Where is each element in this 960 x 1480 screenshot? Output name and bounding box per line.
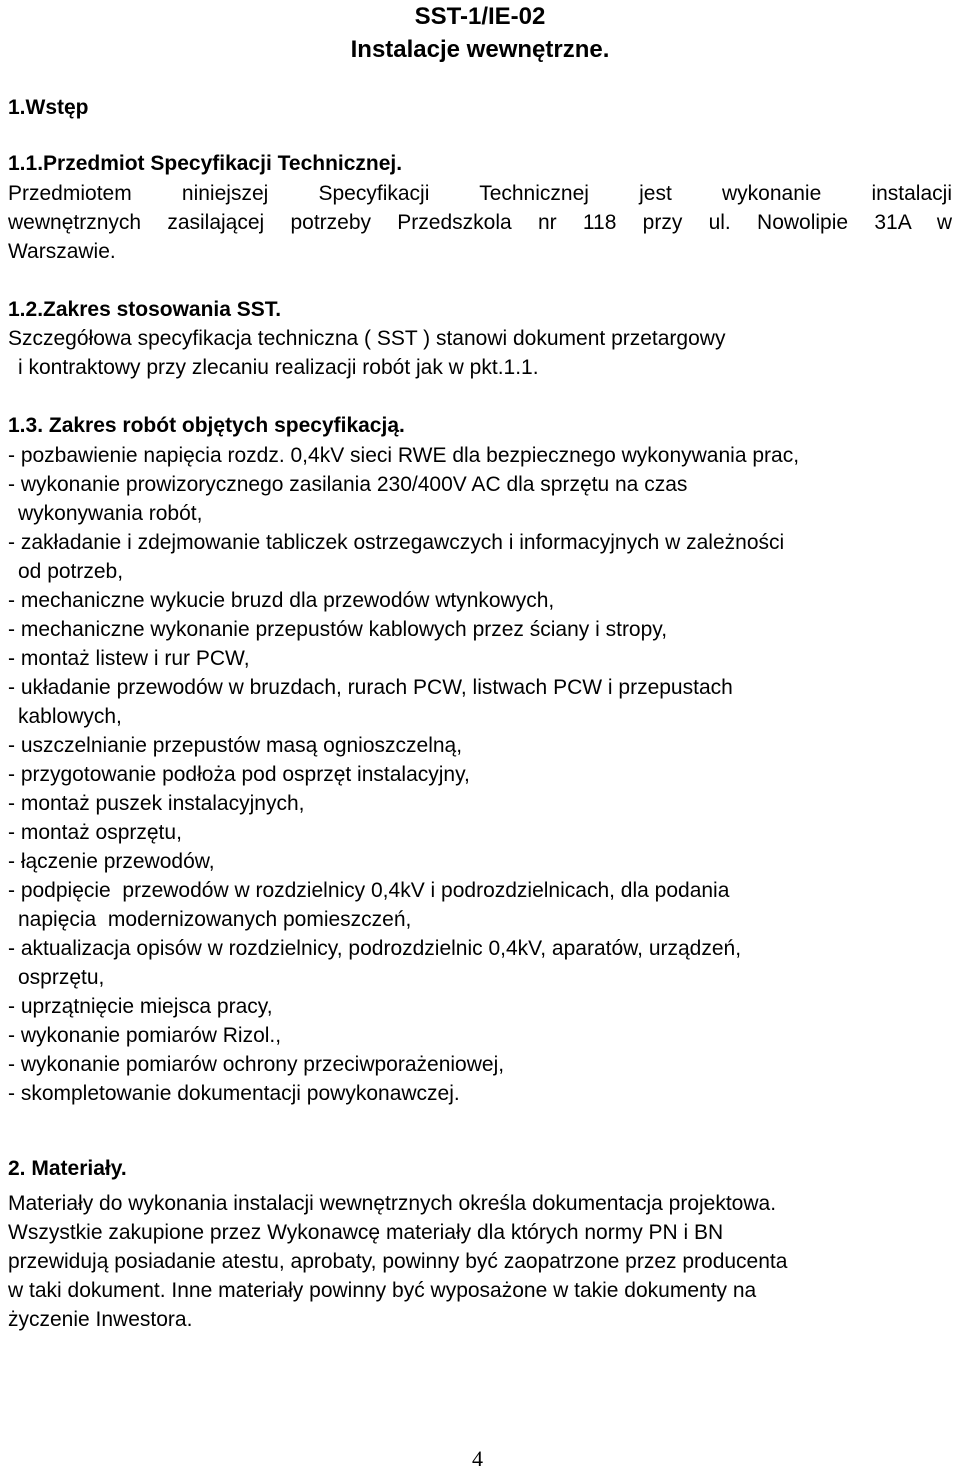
page-number: 4: [472, 1446, 483, 1471]
scope-list-item: - mechaniczne wykonanie przepustów kablowych przez ściany i stropy,: [8, 618, 668, 641]
scope-list-item: - uprzątnięcie miejsca pracy,: [8, 995, 273, 1018]
section-1-1-line: wewnętrznych zasilającej potrzeby Przedszkola nr 118 przy ul. Nowolipie 31A w: [8, 211, 952, 234]
materials-line: Wszystkie zakupione przez Wykonawcę materiały dla których normy PN i BN: [8, 1221, 724, 1244]
document-title: SST-1/IE-02: [414, 3, 546, 30]
scope-list-item: - wykonanie prowizorycznego zasilania 230/400V AC dla sprzętu na czas: [8, 473, 688, 496]
materials-line: przewidują posiadanie atestu, aprobaty, powinny być zaopatrzone przez producenta: [8, 1250, 788, 1273]
materials-line: Materiały do wykonania instalacji wewnętrznych określa dokumentacja projektowa.: [8, 1192, 777, 1215]
scope-list-item: - układanie przewodów w bruzdach, rurach PCW, listwach PCW i przepustach: [8, 676, 733, 699]
scope-list-item: - skompletowanie dokumentacji powykonawczej.: [8, 1082, 460, 1105]
section-1-3-heading: 1.3. Zakres robót objętych specyfikacją.: [8, 414, 405, 437]
scope-list-item: - montaż puszek instalacyjnych,: [8, 792, 305, 815]
scope-list-item: - wykonanie pomiarów Rizol.,: [8, 1024, 282, 1047]
scope-list-item: napięcia modernizowanych pomieszczeń,: [18, 908, 412, 931]
section-1-2-line: i kontraktowy przy zlecaniu realizacji robót jak w pkt.1.1.: [18, 356, 539, 379]
document-subtitle: Instalacje wewnętrzne.: [350, 36, 610, 63]
section-1-1-line: Warszawie.: [8, 240, 116, 263]
scope-list-item: wykonywania robót,: [18, 502, 203, 525]
scope-list-item: - łączenie przewodów,: [8, 850, 215, 873]
scope-list-item: - aktualizacja opisów w rozdzielnicy, podrozdzielnic 0,4kV, aparatów, urządzeń,: [8, 937, 742, 960]
scope-list-item: - mechaniczne wykucie bruzd dla przewodów wtynkowych,: [8, 589, 555, 612]
scope-list-item: - wykonanie pomiarów ochrony przeciwporażeniowej,: [8, 1053, 505, 1076]
scope-list-item: - podpięcie przewodów w rozdzielnicy 0,4kV i podrozdzielnicach, dla podania: [8, 879, 730, 902]
section-1-2-heading: 1.2.Zakres stosowania SST.: [8, 298, 282, 321]
section-1-1-heading: 1.1.Przedmiot Specyfikacji Technicznej.: [8, 152, 403, 175]
scope-list-item: - przygotowanie podłoża pod osprzęt instalacyjny,: [8, 763, 470, 786]
materials-line: życzenie Inwestora.: [8, 1308, 193, 1331]
scope-list-item: - montaż osprzętu,: [8, 821, 182, 844]
section-1-1-line: Przedmiotem niniejszej Specyfikacji Technicznej jest wykonanie instalacji: [8, 182, 952, 205]
scope-list-item: od potrzeb,: [18, 560, 124, 583]
scope-list-item: - pozbawienie napięcia rozdz. 0,4kV sieci RWE dla bezpiecznego wykonywania prac,: [8, 444, 800, 467]
section-2-heading: 2. Materiały.: [8, 1157, 127, 1180]
scope-list-item: - zakładanie i zdejmowanie tabliczek ostrzegawczych i informacyjnych w zależności: [8, 531, 785, 554]
section-1-2-line: Szczegółowa specyfikacja techniczna ( SST ) stanowi dokument przetargowy: [8, 327, 726, 350]
section-1-heading: 1.Wstęp: [8, 96, 89, 119]
scope-list-item: - montaż listew i rur PCW,: [8, 647, 250, 670]
scope-list-item: osprzętu,: [18, 966, 105, 989]
materials-line: w taki dokument. Inne materiały powinny być wyposażone w takie dokumenty na: [8, 1279, 757, 1302]
scope-list-item: - uszczelnianie przepustów masą ognioszczelną,: [8, 734, 463, 757]
scope-list-item: kablowych,: [18, 705, 122, 728]
